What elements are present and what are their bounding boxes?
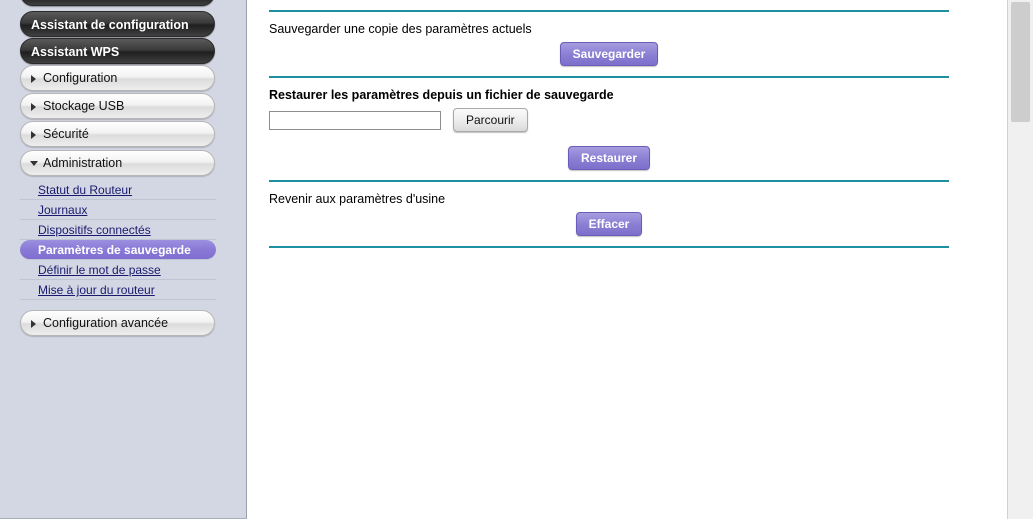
factory-reset-button-row (269, 206, 949, 246)
vertical-scrollbar[interactable] (1007, 0, 1033, 525)
section-restore (269, 78, 949, 180)
sidebar-subitem-label: Paramètres de sauvegarde (38, 243, 191, 257)
chevron-right-icon (31, 131, 36, 139)
section-factory-reset (269, 182, 949, 246)
sidebar-item-label: Administration (43, 156, 123, 170)
sidebar-item-label: Configuration avancée (43, 316, 169, 330)
main-content (248, 0, 1008, 525)
chevron-right-icon (31, 103, 36, 111)
sidebar-item-label: Sécurité (43, 127, 89, 141)
factory-reset-label: Revenir aux paramètres d'usine (269, 192, 446, 206)
sidebar-item-usb-storage[interactable] (20, 93, 215, 119)
sidebar-item-label: Assistant WPS (31, 45, 120, 59)
save-button[interactable]: Sauvegarder (560, 42, 659, 66)
sidebar-item-label: Stockage USB (43, 99, 125, 113)
restore-file-input[interactable] (269, 111, 441, 130)
restore-label: Restaurer les paramètres depuis un fichier de sauvegarde (269, 88, 614, 102)
sidebar-item-setup-wizard[interactable] (20, 11, 215, 37)
sidebar-item-label: Configuration (43, 71, 118, 85)
sidebar-subitem-set-password[interactable] (20, 260, 216, 280)
divider-bottom (269, 246, 949, 248)
sidebar-item-wizard-top-partial[interactable] (20, 0, 215, 6)
bottom-strip (0, 519, 1033, 525)
sidebar-item-administration[interactable] (20, 150, 215, 176)
restore-button-row (269, 140, 949, 180)
sidebar-item-advanced-configuration[interactable] (20, 310, 215, 336)
sidebar-subitem-router-status[interactable] (20, 180, 216, 200)
chevron-right-icon (31, 75, 36, 83)
sidebar-item-security[interactable] (20, 121, 215, 147)
chevron-right-icon (31, 320, 36, 328)
backup-button-row (269, 36, 949, 76)
scrollbar-thumb[interactable] (1011, 2, 1030, 122)
restore-button[interactable]: Restaurer (568, 146, 650, 170)
sidebar (0, 0, 247, 525)
erase-button[interactable]: Effacer (576, 212, 643, 236)
restore-file-row (269, 102, 949, 140)
sidebar-subitem-label: Journaux (38, 203, 88, 217)
backup-label: Sauvegarder une copie des paramètres actuels (269, 22, 532, 36)
sidebar-subitem-attached-devices[interactable] (20, 220, 216, 240)
browse-button[interactable]: Parcourir (453, 108, 528, 132)
sidebar-subitem-backup-settings[interactable] (20, 240, 216, 260)
sidebar-subitem-router-upgrade[interactable] (20, 280, 216, 300)
sidebar-subitem-label: Statut du Routeur (38, 183, 133, 197)
sidebar-subitem-label: Dispositifs connectés (38, 223, 151, 237)
sidebar-item-wps-wizard[interactable] (20, 38, 215, 64)
section-backup (269, 12, 949, 76)
sidebar-subitem-label: Définir le mot de passe (38, 263, 161, 277)
administration-submenu (20, 180, 216, 300)
chevron-down-icon (30, 161, 38, 166)
sidebar-subitem-logs[interactable] (20, 200, 216, 220)
sidebar-item-configuration[interactable] (20, 65, 215, 91)
sidebar-subitem-label: Mise à jour du routeur (38, 283, 155, 297)
sidebar-item-label: Assistant de configuration (31, 18, 189, 32)
